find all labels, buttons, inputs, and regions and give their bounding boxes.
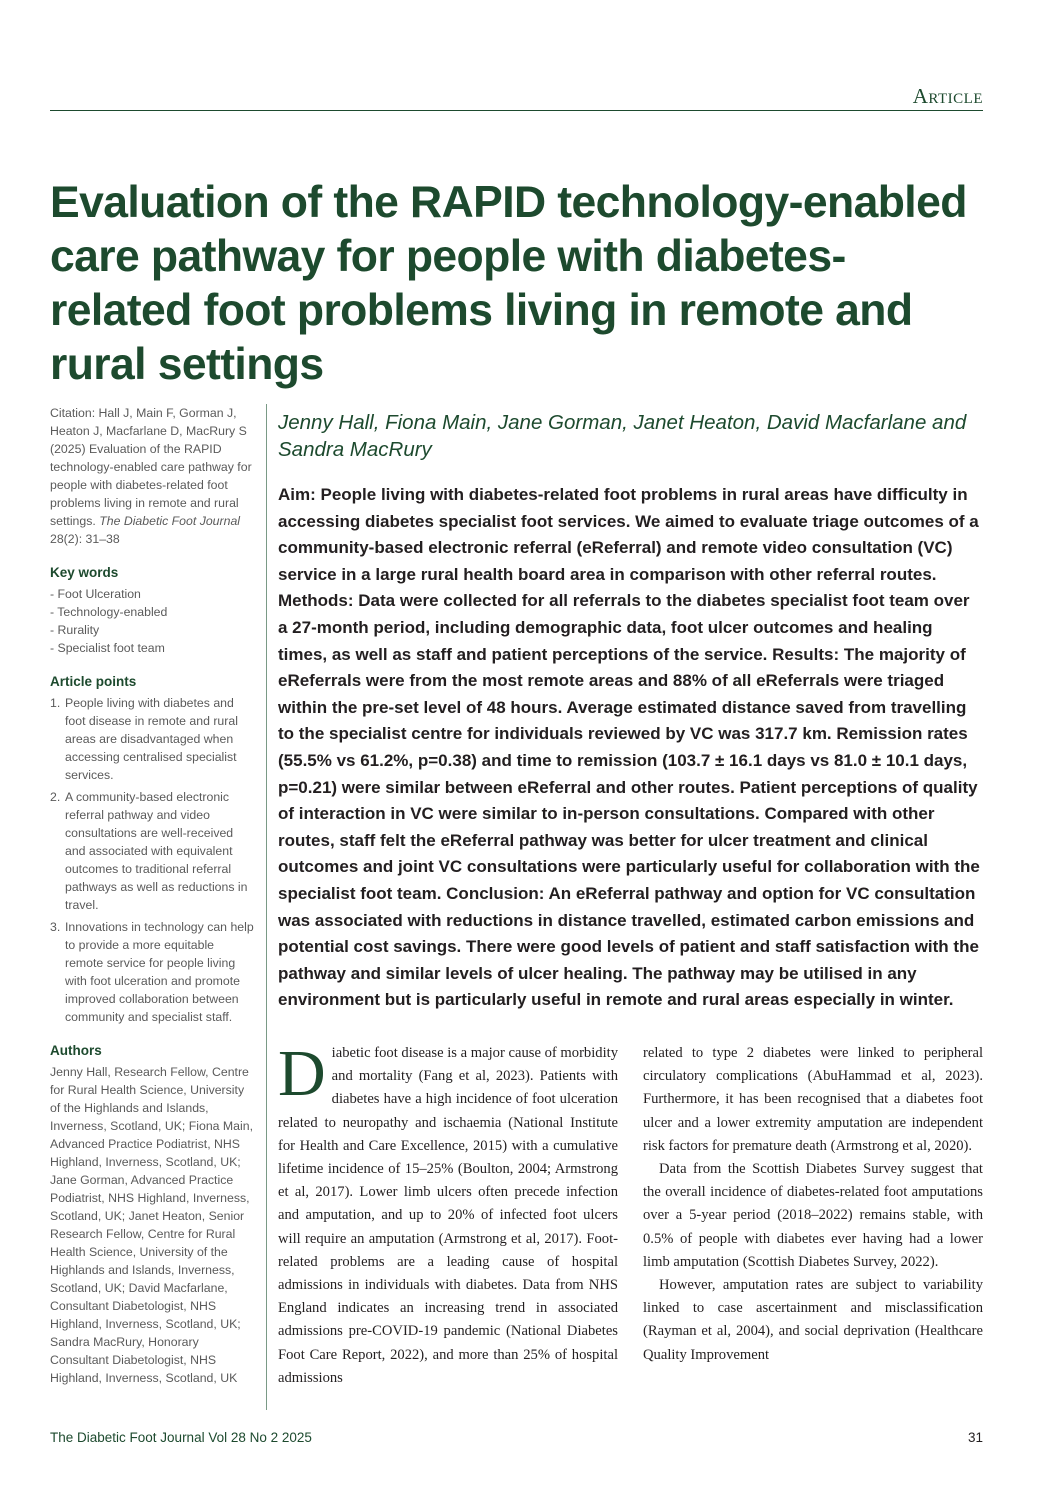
article-points-list <box>50 694 255 1026</box>
column-divider <box>266 404 267 1410</box>
citation-volume: 28(2): 31–38 <box>50 532 120 546</box>
header-rule <box>50 110 983 111</box>
citation-source: The Diabetic Foot Journal <box>99 514 241 528</box>
citation-text: Citation: Hall J, Main F, Gorman J, Heaton J, Macfarlane D, MacRury S (2025) Evaluation of the RAPID technology-enabled care pathway for people with diabetes-related foot problems living in remote and rural settings. <box>50 406 252 528</box>
author-byline: Jenny Hall, Fiona Main, Jane Gorman, Janet Heaton, David Macfarlane and Sandra MacRury <box>278 411 967 461</box>
article-point <box>50 788 255 914</box>
article-point <box>50 918 255 1026</box>
body-text: iabetic foot disease is a major cause of morbidity and mortality (Fang et al, 2023). Patients with diabetes have a high incidence of foot ulceration related to neuropathy and ischaemia (National Institute for Health and Care Excellence, 2015) with a cumulative lifetime incidence of 15–25% (Boulton, 2004; Armstrong et al, 2017). Lower limb ulcers often precede infection and amputation, and up to 20% of infected foot ulcers will require an amputation (Armstrong et al, 2017). Foot-related problems are a leading cause of hospital admissions in individuals with diabetes. Data from NHS England indicates an increasing trend in associated admissions pre-COVID-19 pandemic (National Diabetes Foot Care Report, 2022), and more than 25% of hospital admissions <box>278 1045 618 1386</box>
article-points-heading: Article points <box>50 674 137 689</box>
article-point-number: 2. <box>50 790 61 804</box>
article-point-number: 3. <box>50 920 61 934</box>
keywords-heading: Key words <box>50 565 119 580</box>
abstract: Aim: People living with diabetes-related foot problems in rural areas have difficulty in accessing diabetes specialist foot services. We aimed to evaluate triage outcomes of a community-based electronic referral (eReferral) and remote video consultation (VC) service in a large rural health board area in comparison with other referral routes. Methods: Data were collected for all referrals to the diabetes specialist foot team over a 27-month period, including demographic data, foot ulcer outcomes and healing times, as well as staff and patient perceptions of the service. Results: The majority of eReferrals were from the most remote areas and 88% of all eReferrals were triaged within the pre-set level of 48 hours. Average estimated distance saved from travelling to the specialist centre for individuals reviewed by VC was 317.7 km. Remission rates (55.5% vs 61.2%, p=0.38) and time to remission (103.7 ± 16.1 days vs 81.0 ± 10.1 days, p=0.21) were similar between eReferral and other routes. Patient perceptions of quality of interaction in VC were similar to in-person consultations. Compared with other routes, staff felt the eReferral pathway was better for ulcer treatment and clinical outcomes and joint VC consultations were particularly useful for collaboration with the specialist foot team. Conclusion: An eReferral pathway and option for VC consultation was associated with reductions in distance travelled, estimated carbon emissions and potential cost savings. There were good levels of patient and staff satisfaction with the pathway and similar levels of ulcer healing. The pathway may be utilised in any environment but is particularly useful in remote and rural areas especially in winter. <box>278 485 980 1010</box>
keyword-item: - Rurality <box>50 623 100 637</box>
body-column-1 <box>278 1037 618 1390</box>
keyword-item: - Foot Ulceration <box>50 587 141 601</box>
article-point-text: People living with diabetes and foot disease in remote and rural areas are disadvantaged when accessing centralised specialist services. <box>65 696 238 782</box>
article-title: Evaluation of the RAPID technology-enabled care pathway for people with diabetes-related foot problems living in remote and rural settings <box>50 178 967 389</box>
drop-cap: D <box>278 1037 326 1110</box>
page-number: 31 <box>967 1430 983 1445</box>
body-paragraph: Data from the Scottish Diabetes Survey suggest that the overall incidence of diabetes-related foot amputations over a 5-year period (2018–2022) remains stable, with 0.5% of people with diabetes ever having had a lower limb amputation (Scottish Diabetes Survey, 2022). <box>643 1161 983 1270</box>
section-label: Article <box>912 84 983 108</box>
body-paragraph <box>278 1037 618 1390</box>
article-point-number: 1. <box>50 696 61 710</box>
keywords-list <box>50 585 255 657</box>
body-paragraph: related to type 2 diabetes were linked to peripheral circulatory complications (AbuHammad et al, 2023). Furthermore, it has been recognised that a diabetes foot ulcer and a lower extremity amputation are independent risk factors for premature death (Armstrong et al, 2020). <box>643 1045 983 1154</box>
authors-affiliations: Jenny Hall, Research Fellow, Centre for Rural Health Science, University of the Highlands and Islands, Inverness, Scotland, UK; Fiona Main, Advanced Practice Podiatrist, NHS Highland, Inverness, Scotland, UK; Jane Gorman, Advanced Practice Podiatrist, NHS Highland, Inverness, Scotland, UK; Janet Heaton, Senior Research Fellow, Centre for Rural Health Science, University of the Highlands and Islands, Inverness, Scotland, UK; David Macfarlane, Consultant Diabetologist, NHS Highland, Inverness, Scotland, UK; Sandra MacRury, Honorary Consultant Diabetologist, NHS Highland, Inverness, Scotland, UK <box>50 1065 253 1385</box>
body-paragraph: However, amputation rates are subject to variability linked to case ascertainment and misclassification (Rayman et al, 2004), and social deprivation (Healthcare Quality Improvement <box>643 1277 983 1363</box>
keyword-item: - Technology-enabled <box>50 605 168 619</box>
article-point-text: Innovations in technology can help to provide a more equitable remote service for people living with foot ulceration and promote improved collaboration between community and specialist staff. <box>65 920 254 1024</box>
authors-heading: Authors <box>50 1043 102 1058</box>
footer-journal-title: The Diabetic Foot Journal Vol 28 No 2 2025 <box>50 1430 312 1445</box>
body-column-2 <box>643 1042 983 1367</box>
sidebar <box>50 404 255 1387</box>
citation <box>50 404 255 548</box>
article-point-text: A community-based electronic referral pathway and video consultations are well-received and associated with equivalent outcomes to traditional referral pathways as well as reductions in travel. <box>65 790 248 912</box>
article-point <box>50 694 255 784</box>
keyword-item: - Specialist foot team <box>50 641 165 655</box>
